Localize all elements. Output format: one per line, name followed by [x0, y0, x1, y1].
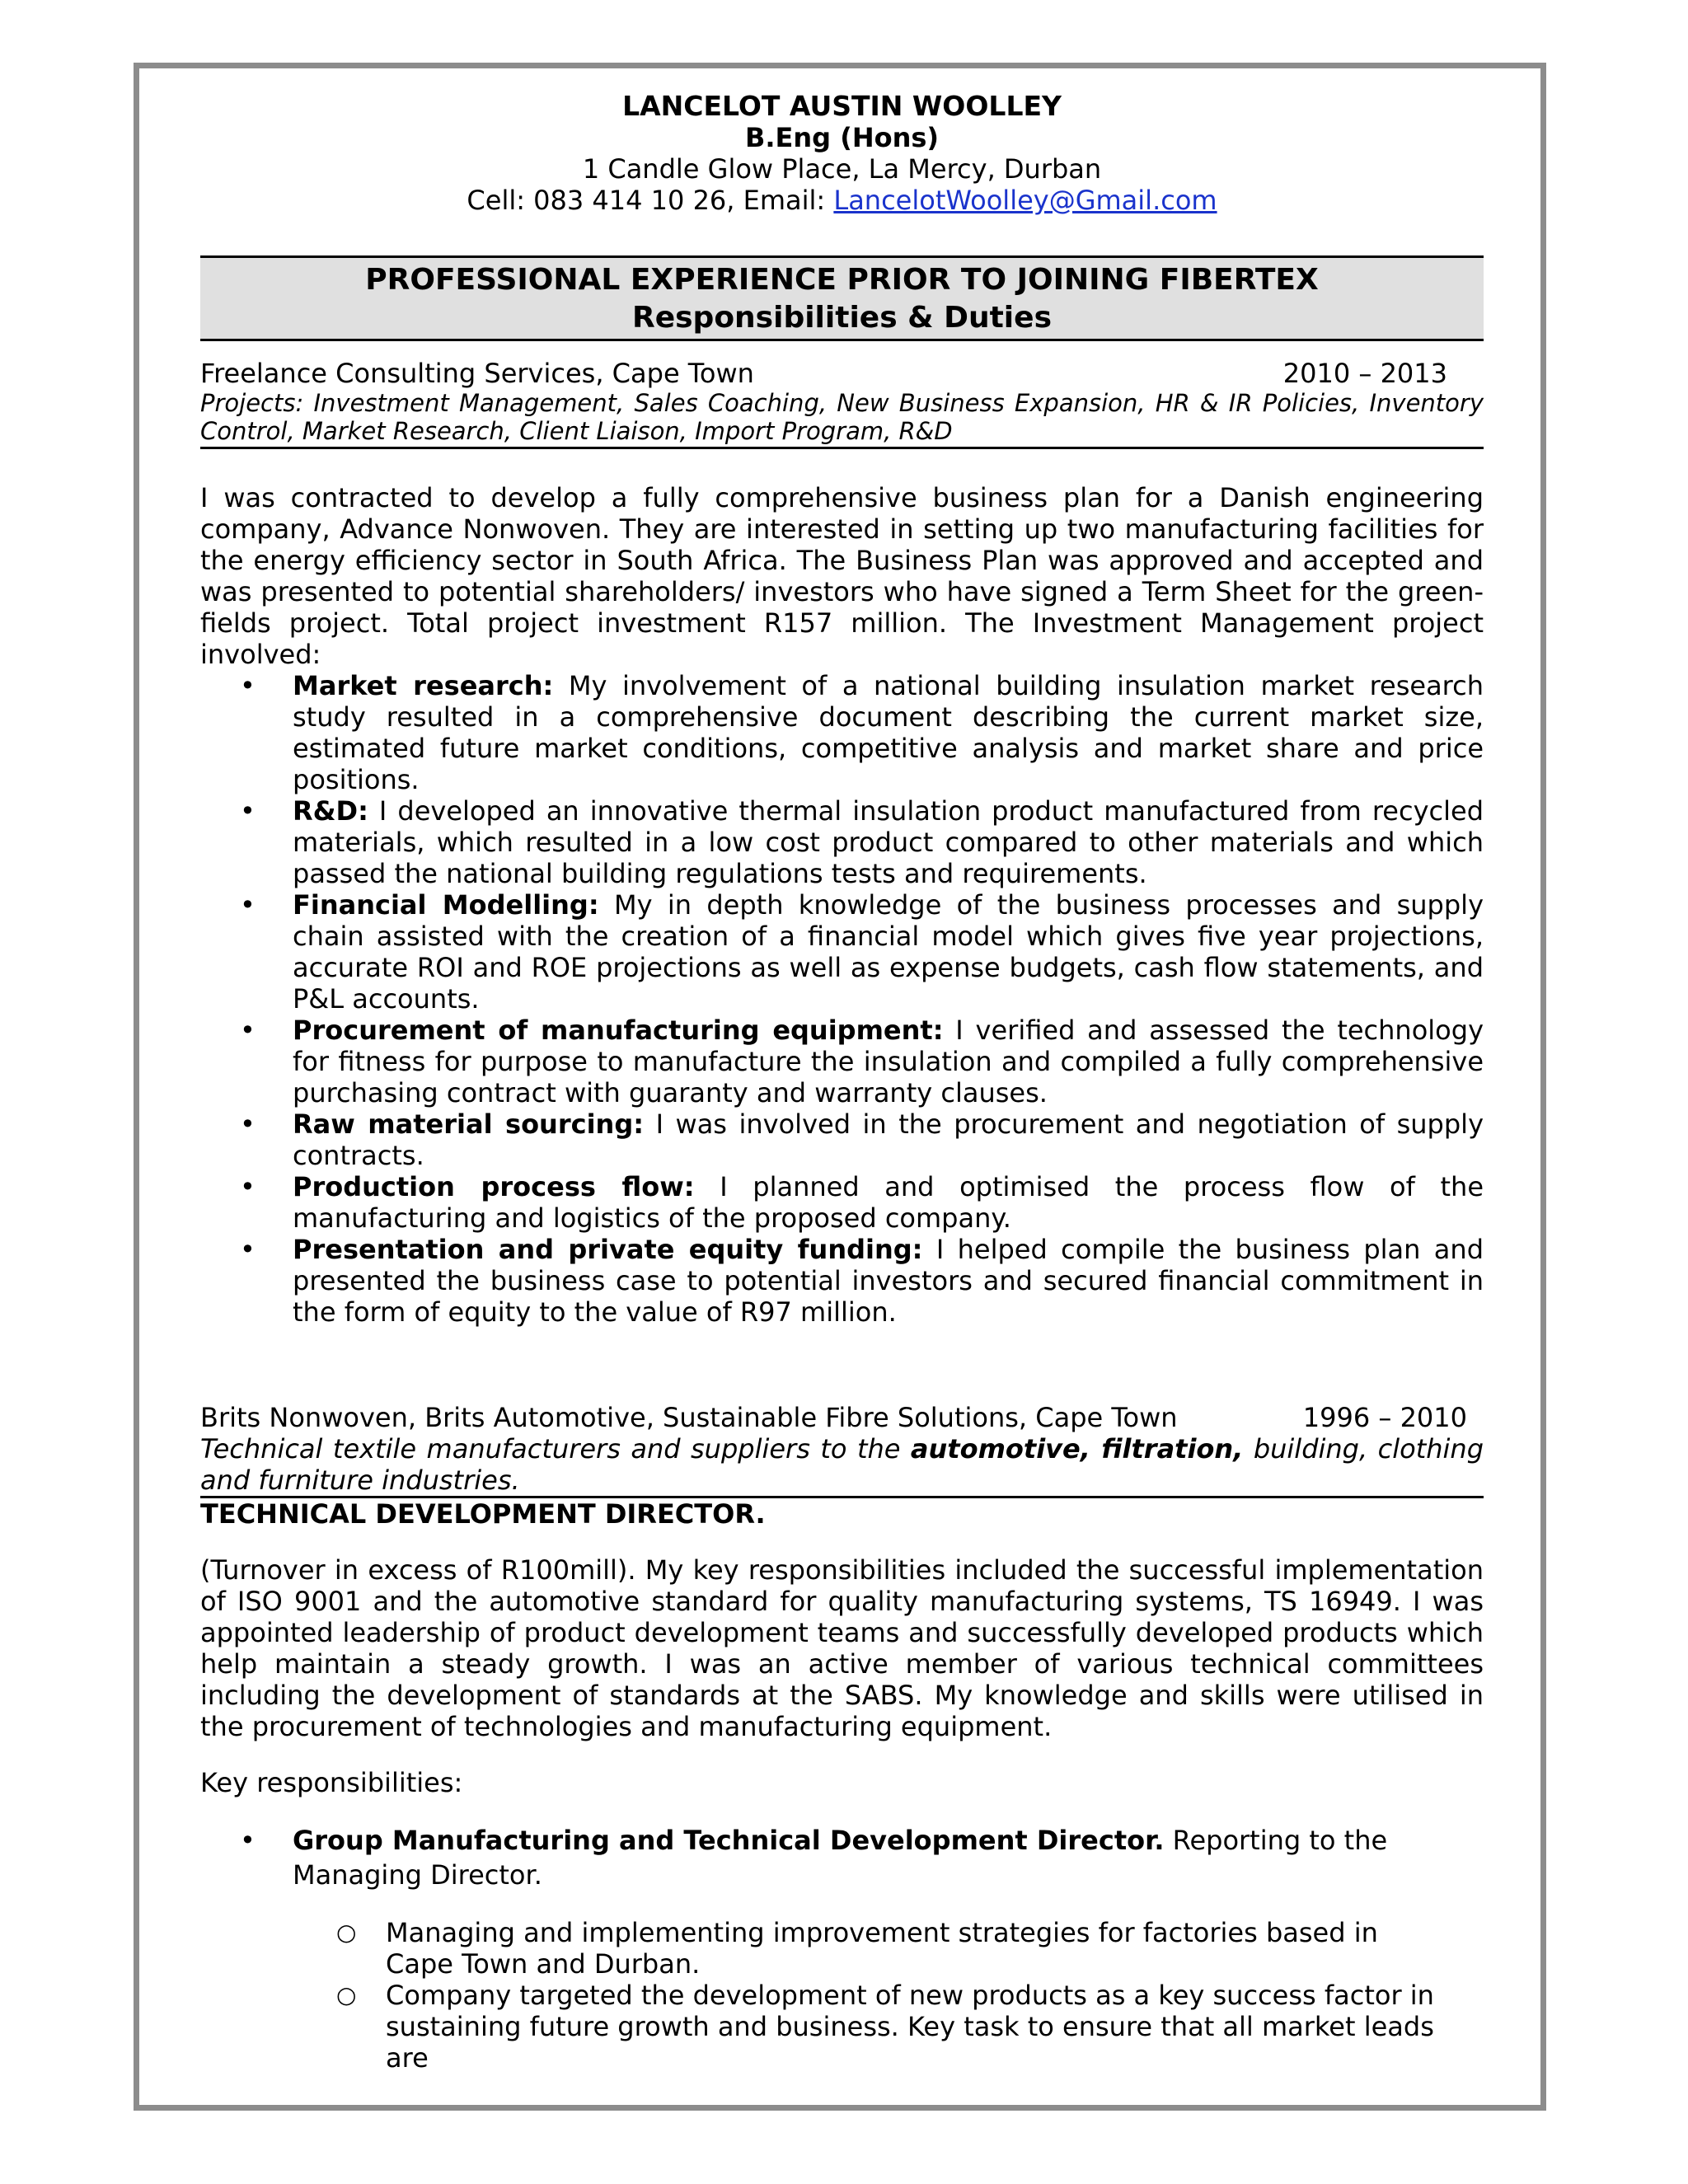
section-subtitle: Responsibilities & Duties — [631, 301, 1052, 335]
job-company: Brits Nonwoven, Brits Automotive, Sustainable Fibre Solutions, Cape Town — [200, 1402, 1178, 1433]
email-link[interactable]: LancelotWoolley@Gmail.com — [833, 185, 1217, 216]
key-responsibilities-label: Key responsibilities: — [200, 1767, 463, 1798]
resume-page — [200, 89, 1484, 2074]
bullet-icon: • — [240, 1015, 256, 1046]
bullet-icon: • — [240, 1234, 256, 1265]
job-heading — [200, 358, 1484, 389]
bullet-icon: • — [240, 1108, 256, 1140]
job-role: TECHNICAL DEVELOPMENT DIRECTOR. — [200, 1498, 766, 1530]
list-item: • Group Manufacturing and Technical Development Director. Reporting to the Managing Director. — [240, 1825, 1388, 1891]
circle-bullet-icon: ○ — [336, 1981, 357, 2008]
bullet-icon: • — [240, 1171, 256, 1202]
list-item: • Procurement of manufacturing equipment: I verified and assessed the technology for fitness for purpose to manufacture the insulation and compiled a fully comprehensive purchasing contract with guaranty and warranty clauses. — [240, 1015, 1484, 1108]
list-item: • Financial Modelling: My in depth knowledge of the business processes and supply chain assisted with the creation of a financial model which gives five year projections, accurate ROI and ROE projections as well as expense budgets, cash flow statements, and P&L accounts. — [240, 889, 1484, 1015]
bullet-icon: • — [240, 1825, 256, 1856]
bullet-icon: • — [240, 889, 256, 921]
bullet-icon: • — [240, 670, 256, 701]
job-dates: 2010 – 2013 — [1282, 358, 1447, 389]
job-company: Freelance Consulting Services, Cape Town — [200, 358, 754, 389]
sub-bullets — [200, 1917, 1484, 2074]
job-heading — [200, 1402, 1484, 1433]
job-dates: 1996 – 2010 — [1302, 1402, 1467, 1433]
job-summary: (Turnover in excess of R100mill). My key responsibilities included the successful implementation of ISO 9001 and the automotive standard for quality manufacturing systems, TS 16949. I was appointed leadership of product development teams and successfully developed products which help maintain a steady growth. I was an active member of various technical committees including the development of standards at the SABS. My knowledge and skills were utilised in the procurement of technologies and manufacturing equipment. — [200, 1554, 1484, 1742]
job-brits — [200, 1402, 1484, 2074]
section-title: PROFESSIONAL EXPERIENCE PRIOR TO JOINING FIBERTEX — [365, 263, 1319, 297]
job-description: Technical textile manufacturers and suppliers to the automotive, filtration, building, clothing and furniture industries. — [200, 1433, 1484, 1498]
list-item: • Market research: My involvement of a national building insulation market research study resulted in a comprehensive document describing the current market size, estimated future market conditions, competitive analysis and market share and price positions. — [240, 670, 1484, 795]
section-banner — [200, 255, 1484, 341]
candidate-address: 1 Candle Glow Place, La Mercy, Durban — [582, 153, 1102, 185]
job-bullets — [200, 670, 1484, 1328]
job-projects: Projects: Investment Management, Sales Coaching, New Business Expansion, HR & IR Policies, Inventory Control, Market Research, Client Liaison, Import Program, R&D — [200, 389, 1484, 449]
list-item: ○ Company targeted the development of new products as a key success factor in sustaining future growth and business. Key task to ensure that all market leads are — [336, 1980, 1434, 2074]
job-freelance — [200, 358, 1484, 1328]
contact-phone: Cell: 083 414 10 26, Email: — [467, 185, 834, 216]
key-bullets — [200, 1823, 1484, 1892]
list-item: • R&D: I developed an innovative thermal insulation product manufactured from recycled materials, which resulted in a low cost product compared to other materials and which passed the national building regulations tests and requirements. — [240, 795, 1484, 889]
resume-header — [200, 91, 1484, 216]
list-item: • Production process flow: I planned and optimised the process flow of the manufacturing and logistics of the proposed company. — [240, 1171, 1484, 1234]
list-item: • Presentation and private equity funding: I helped compile the business plan and presented the business case to potential investors and secured financial commitment in the form of equity to the value of R97 million. — [240, 1234, 1484, 1328]
bullet-icon: • — [240, 795, 256, 827]
job-intro: I was contracted to develop a fully comprehensive business plan for a Danish engineering company, Advance Nonwoven. They are interested in setting up two manufacturing facilities for the energy efficiency sector in South Africa. The Business Plan was approved and accepted and was presented to potential shareholders/ investors who have signed a Term Sheet for the green-fields project. Total project investment R157 million. The Investment Management project involved: — [200, 482, 1484, 670]
list-item: ○ Managing and implementing improvement strategies for factories based in Cape Town and Durban. — [336, 1917, 1378, 1980]
candidate-contact — [200, 185, 1484, 216]
circle-bullet-icon: ○ — [336, 1919, 357, 1946]
candidate-degree: B.Eng (Hons) — [744, 122, 940, 153]
list-item: • Raw material sourcing: I was involved in the procurement and negotiation of supply contracts. — [240, 1108, 1484, 1171]
candidate-name: LANCELOT AUSTIN WOOLLEY — [622, 90, 1062, 122]
